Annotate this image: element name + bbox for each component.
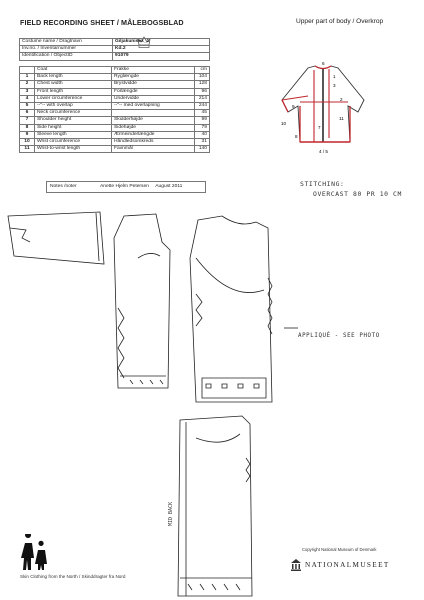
sleeve-piece: [8, 212, 104, 264]
notes-label: Notes /noter: [50, 184, 77, 189]
project-logo-icon: [20, 534, 50, 572]
table-row: 9 Sleeve length Ærmeinderlængde 40: [20, 131, 210, 138]
object-info-table: [19, 38, 210, 61]
museum-logo: NATIONALMUSEET: [305, 561, 390, 569]
back-panel-piece: [114, 214, 170, 388]
notes-box: [46, 181, 206, 193]
diagram-label-7: 7: [318, 125, 321, 130]
table-row: Costume name / Dragtnavn Giljakunisex_1: [20, 39, 210, 46]
front-panel-piece: [190, 216, 272, 402]
table-row: 11 Wrist-to-wrist length Favnmål 140: [20, 146, 210, 153]
table-row: 2 Chest width Brystvidde 128: [20, 81, 210, 88]
table-row: 7 Shoulder height Skulderhøjde 99: [20, 117, 210, 124]
project-footer-text: Skin Clothing from the North / Skinddragter fra Nord: [20, 574, 126, 579]
measurements-table: [19, 66, 210, 153]
page-title: FIELD RECORDING SHEET / MÅLEBOGSBLAD: [20, 18, 184, 27]
measurement-diagram: [278, 58, 370, 160]
pattern-drawing: [0, 198, 424, 600]
diagram-label-2: 2: [340, 97, 343, 102]
table-row: 10 Wrist circumference Håndledsomkreds 31: [20, 139, 210, 146]
table-row: 5 --"-- with overlap --"-- med overlapning 244: [20, 103, 210, 110]
notes-author: Anette Hjelm Petersen: [100, 184, 149, 189]
mid-back-piece: [178, 416, 252, 596]
table-row: 3 Front length Forlængde 96: [20, 88, 210, 95]
table-row: Identification / ObjectID 91079: [20, 53, 210, 60]
copyright-text: Copyright National Museum of Denmark: [302, 547, 377, 552]
stitching-value: OVERCAST 80 PR 10 CM: [313, 190, 402, 198]
table-row: 6 Neck circumference 45: [20, 110, 210, 117]
diagram-label-6: 6: [322, 61, 325, 66]
table-row: 8 Side height Sidehøjde 79: [20, 124, 210, 131]
diagram-label-8: 8: [295, 134, 298, 139]
table-header-row: Coat Frakke cm: [20, 67, 210, 74]
diagram-label-11: 11: [339, 116, 344, 121]
diagram-label-9: 9: [292, 104, 295, 109]
museum-emblem-icon: [290, 558, 302, 572]
diagram-label-3: 3: [333, 83, 336, 88]
notes-date: August 2011: [155, 184, 183, 189]
diagram-label-1: 1: [333, 74, 336, 79]
table-row: 1 Back length Ryglængde 104: [20, 74, 210, 81]
stitching-label: STITCHING:: [300, 180, 345, 188]
table-row: 4 Lower circumference Undervidde 214: [20, 95, 210, 102]
table-row: Inv.no. / Inventarnummer Kd.2: [20, 46, 210, 53]
page-subtitle: Upper part of body / Overkrop: [296, 18, 384, 25]
mid-back-label: MID BACK: [168, 501, 174, 526]
diagram-label-10: 10: [281, 121, 287, 126]
diagram-label-4-5: 4 / 5: [319, 149, 328, 154]
applique-note: APPLIQUÉ - SEE PHOTO: [298, 333, 380, 339]
